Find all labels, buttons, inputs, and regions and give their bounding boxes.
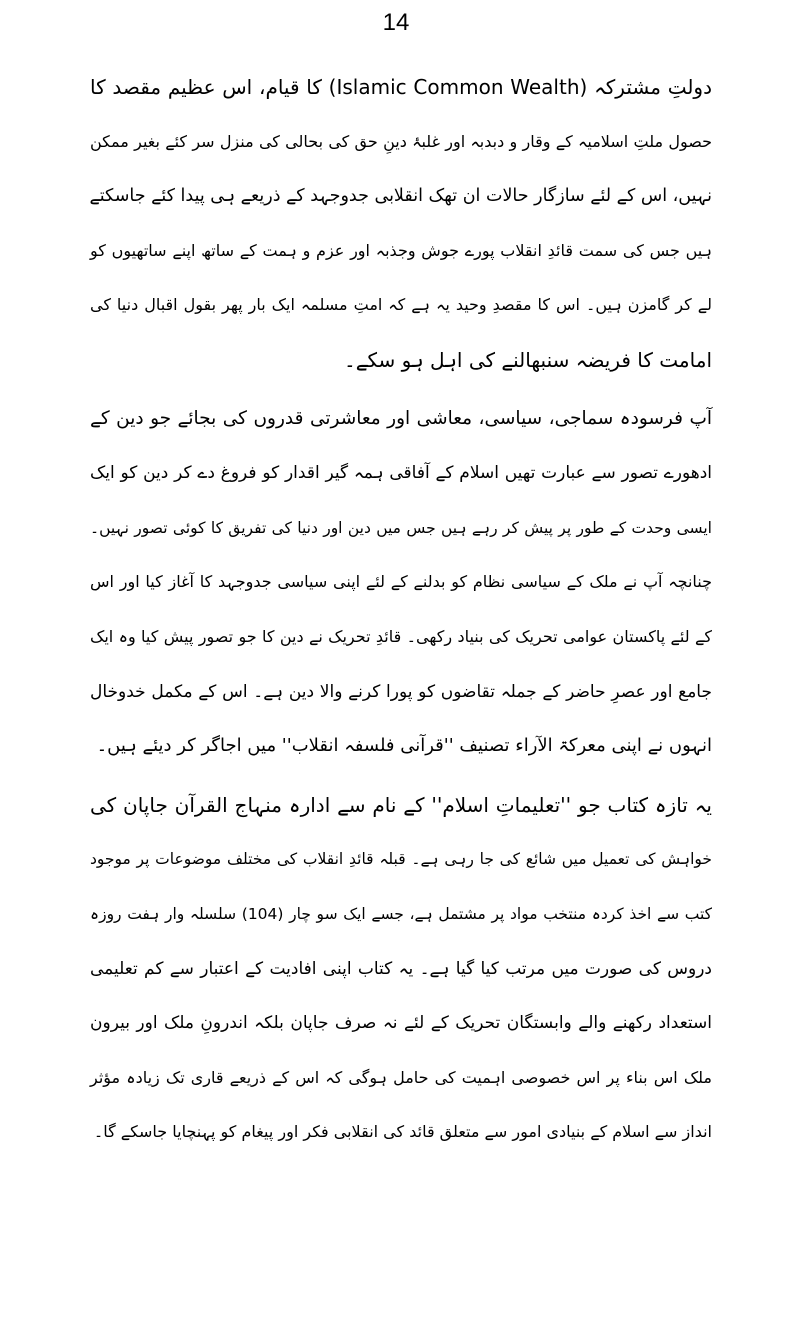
text-line: لے کر گامزن ہیں۔ اس کا مقصدِ وحید یہ ہے کہ امتِ مسلمہ ایک بار پھر بقول اقبال دنیا کی (90, 295, 712, 315)
text-line: خواہش کی تعمیل میں شائع کی جا رہی ہے۔ قبلہ قائدِ انقلاب کی مختلف موضوعات پر موجود (90, 850, 712, 869)
body-text (90, 60, 712, 1164)
text-line: حصول ملتِ اسلامیہ کے وقار و دبدبہ اور غلبۂ دینِ حق کی بحالی کی منزل سر کئے بغیر ممکن (90, 131, 712, 151)
text-line: کتب سے اخذ کردہ منتخب مواد پر مشتمل ہے، جسے ایک سو چار (104) سلسلہ وار ہفت روزہ (90, 904, 713, 923)
text-line: جامع اور عصرِ حاضر کے جملہ تقاضوں کو پورا کرنے والا دین ہے۔ اس کے مکمل خدوخال (90, 681, 712, 702)
text-line: کے لئے پاکستان عوامی تحریک کی بنیاد رکھی۔ قائدِ تحریک نے دین کا جو تصور پیش کیا وہ ایک (90, 626, 712, 646)
text-line: ہیں جس کی سمت قائدِ انقلاب پورے جوش وجذبہ اور عزم و ہمت کے ساتھ اپنے ساتھیوں کو (90, 240, 712, 260)
text-line: انہوں نے اپنی معرکۃ الآراء تصنیف ''قرآنی فلسفہ انقلاب'' میں اجاگر کر دیئے ہیں۔ (96, 735, 712, 757)
text-line: ادھورے تصور سے عبارت تھیں اسلام کے آفاقی ہمہ گیر اقدار کو فروغ دے کر دین کو ایک (90, 463, 712, 484)
paragraph-1 (90, 60, 712, 388)
text-line: نہیں، اس کے لئے سازگار حالات ان تھک انقلابی جدوجہد کے ذریعے ہی پیدا کئے جاسکتے (89, 186, 712, 207)
text-line: استعداد رکھنے والے وابستگان تحریک کے لئے نہ صرف جاپان بلکہ اندرونِ ملک اور بیرون (90, 1013, 712, 1034)
paragraph-3 (90, 778, 712, 1160)
text-line: یہ تازہ کتاب جو ''تعلیماتِ اسلام'' کے نام سے ادارہ منہاج القرآن جاپان کی (90, 792, 712, 817)
text-line: چنانچہ آپ نے ملک کے سیاسی نظام کو بدلنے کے لئے اپنی سیاسی جدوجہد کا آغاز کیا اور اس (90, 572, 712, 592)
text-line: امامت کا فریضہ سنبھالنے کی اہل ہو سکے۔ (344, 347, 712, 372)
text-line: ایسی وحدت کے طور پر پیش کر رہے ہیں جس میں دین اور دنیا کی تفریق کا کوئی تصور نہیں۔ (90, 518, 712, 537)
page-number: 14 (382, 9, 410, 36)
paragraph-2 (90, 392, 712, 774)
text-line: انداز سے اسلام کے بنیادی امور سے متعلق قائد کی انقلابی فکر اور پیغام کو پہنچایا جاسکے گا۔ (93, 1122, 712, 1142)
text-line: دروس کی صورت میں مرتب کیا گیا ہے۔ یہ کتاب اپنی افادیت کے اعتبار سے کم تعلیمی (90, 958, 712, 979)
text-line: آپ فرسودہ سماجی، سیاسی، معاشی اور معاشرتی قدروں کی بجائے جو دین کے (90, 407, 712, 429)
text-line: ملک اس بناء پر اس خصوصی اہمیت کی حامل ہوگی کہ اس کے ذریعے قاری تک زیادہ مؤثر (90, 1067, 712, 1087)
text-line: دولتِ مشترکہ (Islamic Common Wealth) کا قیام، اس عظیم مقصد کا (90, 75, 712, 99)
